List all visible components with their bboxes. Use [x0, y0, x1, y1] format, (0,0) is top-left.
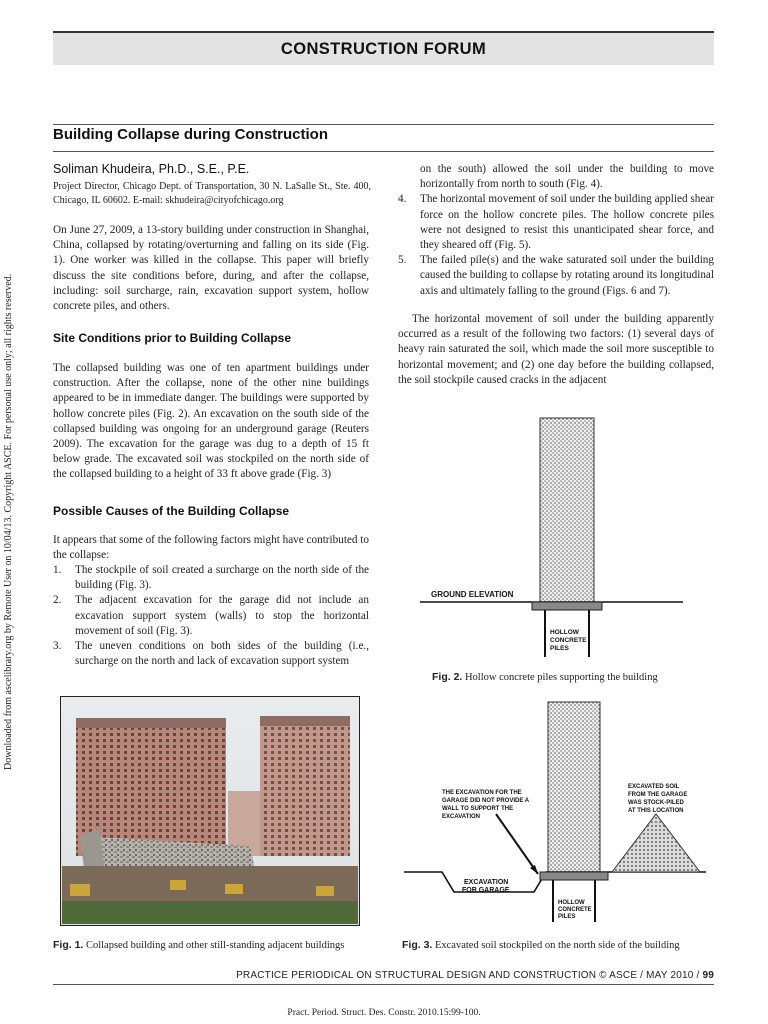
soil-stockpile [612, 814, 700, 872]
soil-note-line: AT THIS LOCATION [628, 808, 684, 814]
excavator-2 [170, 880, 186, 890]
list-text: The failed pile(s) and the wake saturated soil under the building caused the building to collapse by rotating around its longitudinal axis and ultimately falling to the ground (Figs. 6 and 7). [420, 254, 714, 297]
excavation-note-line: EXCAVATION [442, 814, 481, 820]
pile-cap [532, 602, 602, 610]
author-affiliation: Project Director, Chicago Dept. of Transportation, 30 N. LaSalle St., Ste. 400, Chicago, IL 60602. E-mail: skhudeira@cityofchicago.org [53, 181, 371, 206]
list-item [53, 593, 369, 639]
section-header-title: CONSTRUCTION FORUM [280, 40, 487, 58]
building-shape [548, 702, 600, 872]
figure-2-diagram [398, 410, 714, 666]
list-item [53, 563, 369, 593]
pointer-arrowhead [530, 865, 538, 874]
figure-1-photo [60, 696, 360, 926]
figure-1-label: Fig. 1. [53, 939, 84, 951]
list-text: The horizontal movement of soil under the building applied shear force on the hollow concrete piles. The hollow concrete piles were not designed to resist this unanticipated shear force, and they sheared off (Fig. 5). [420, 193, 714, 252]
excavation-note-line: WALL TO SUPPORT THE [442, 806, 514, 812]
piles-label-line: HOLLOW [558, 900, 585, 906]
figure-3-caption [402, 938, 680, 953]
figure-3-diagram [398, 696, 714, 926]
section-heading-causes: Possible Causes of the Building Collapse [53, 504, 290, 518]
soil-note-line: FROM THE GARAGE [628, 792, 688, 798]
list-item [398, 192, 714, 253]
list-text: The uneven conditions on both sides of the building (i.e., surcharge on the north and lack of excavation support system [75, 640, 369, 668]
piles-label-line: PILES [550, 645, 569, 652]
intro-paragraph: On June 27, 2009, a 13-story building under construction in Shanghai, China, collapsed by rotating/overturning and falling on its side (Fig. 1). One worker was killed in the collapse. This paper will briefly discuss the site conditions before, during, and after the collapse, including: soil surcharge, rain, excavation support system, hollow concrete piles, and others. [53, 224, 369, 313]
author-name: Soliman Khudeira, Ph.D., S.E., P.E. [53, 162, 250, 176]
list-item-continued [398, 162, 714, 192]
garage-label-line: EXCAVATION [464, 879, 509, 886]
standing-building-right [260, 724, 350, 856]
soil-note-line: WAS STOCK-PILED [628, 800, 684, 806]
ground-grass [62, 901, 358, 924]
figure-3-label: Fig. 3. [402, 939, 433, 951]
list-number: 5. [398, 254, 407, 267]
download-notice: Downloaded from ascelibrary.org by Remote User on 10/04/13. Copyright ASCE. For personal use only; all rights reserved. [3, 273, 14, 770]
list-number: 3. [53, 640, 62, 653]
figure-3-caption-text: Excavated soil stockpiled on the north side of the building [434, 940, 680, 951]
list-item [398, 253, 714, 299]
journal-footer [236, 970, 714, 981]
footer-rule [53, 984, 714, 985]
list-text: The adjacent excavation for the garage did not include an excavation support system (walls) to stop the horizontal movement of soil (Fig. 3). [75, 594, 369, 637]
piles-label-line: HOLLOW [550, 629, 579, 636]
figure-1-caption [53, 938, 344, 953]
title-rule-bottom [53, 151, 714, 152]
page-number: 99 [702, 970, 714, 981]
causes-intro-paragraph: It appears that some of the following factors might have contributed to the collapse: [53, 534, 369, 562]
causes-list-right [398, 162, 714, 299]
excavator-1 [70, 884, 90, 896]
closing-paragraph: The horizontal movement of soil under the building apparently occurred as a result of the following two factors: (1) several days of heavy rain saturated the soil, which made the soil more susceptible to horizontal movement; and (2) one day before the building collapsed, the soil stockpile caused cracks in the adjacent [398, 313, 714, 386]
journal-footer-text: PRACTICE PERIODICAL ON STRUCTURAL DESIGN AND CONSTRUCTION © ASCE / MAY 2010 / [236, 970, 700, 981]
piles-label-line: CONCRETE [550, 637, 587, 644]
excavation-pointer [496, 814, 538, 874]
list-text: on the south) allowed the soil under the building to move horizontally from north to south (Fig. 4). [420, 163, 714, 191]
site-conditions-paragraph: The collapsed building was one of ten apartment buildings under construction. After the collapse, none of the other nine buildings appeared to be in immediate danger. The buildings were supported by hollow concrete piles (Fig. 2). An excavation on the south side of the collapsed building was ongoing for an underground garage (Reuters 2009). The excavation for the garage was dug to a depth of 15 ft below grade. The excavated soil was stockpiled on the north side of the collapsed building to a height of 33 ft above grade (Fig. 3) [53, 362, 369, 481]
building-shape [540, 418, 594, 603]
roof-right [260, 716, 350, 726]
ground-elevation-label: GROUND ELEVATION [431, 590, 514, 599]
soil-note-line: EXCAVATED SOIL [628, 784, 680, 790]
pile-cap [540, 872, 608, 880]
list-number: 2. [53, 594, 62, 607]
excavator-3 [225, 884, 243, 894]
figure-2-label: Fig. 2. [432, 671, 463, 683]
article-title: Building Collapse during Construction [53, 126, 328, 143]
excavation-note-line: GARAGE DID NOT PROVIDE A [442, 798, 530, 804]
piles-label-line: CONCRETE [558, 907, 592, 913]
piles-label-line: PILES [558, 914, 576, 920]
figure-2-caption [432, 670, 658, 685]
figure-2-caption-text: Hollow concrete piles supporting the building [464, 672, 658, 683]
title-rule [53, 124, 714, 125]
garage-label-line: FOR GARAGE [462, 887, 510, 894]
section-header-bar [53, 31, 714, 65]
ground-dirt [62, 866, 358, 906]
list-number: 4. [398, 193, 407, 206]
citation-line: Pract. Period. Struct. Des. Constr. 2010.15:99-100. [287, 1008, 481, 1018]
list-text: The stockpile of soil created a surcharge on the north side of the building (Fig. 3). [75, 564, 369, 592]
excavation-note-line: THE EXCAVATION FOR THE [442, 790, 522, 796]
excavator-4 [316, 886, 334, 896]
section-heading-site-conditions: Site Conditions prior to Building Collapse [53, 331, 291, 345]
roof-left [76, 718, 226, 728]
figure-1-caption-text: Collapsed building and other still-standing adjacent buildings [85, 940, 345, 951]
causes-list-left [53, 563, 369, 669]
list-number: 1. [53, 564, 62, 576]
list-item [53, 639, 369, 669]
